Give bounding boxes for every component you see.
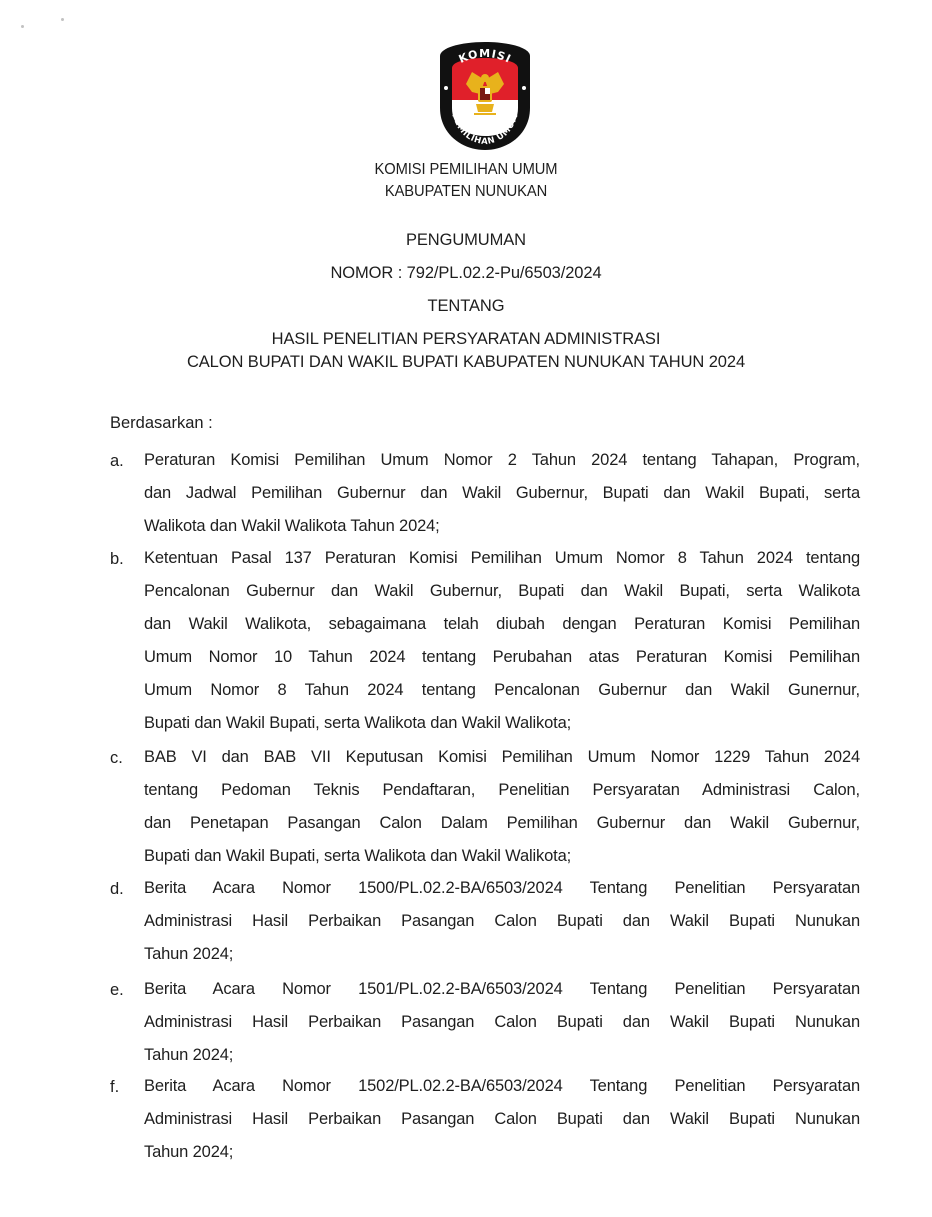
logo-bottom-text: PEMILIHAN UMUM [449, 111, 521, 148]
basis-item-line: dan Jadwal Pemilihan Gubernur dan Wakil Gubernur, Bupati dan Wakil Bupati, serta [144, 484, 860, 502]
basis-item-letter: f. [110, 1078, 120, 1096]
basis-item-line: dan Wakil Walikota, sebagaimana telah diubah dengan Peraturan Komisi Pemilihan [144, 615, 860, 633]
basis-item-letter: b. [110, 550, 124, 568]
basis-label: Berdasarkan : [110, 414, 213, 432]
org-name: KOMISI PEMILIHAN UMUM [374, 161, 558, 178]
basis-item-line: Peraturan Komisi Pemilihan Umum Nomor 2 Tahun 2024 tentang Tahapan, Program, [144, 451, 860, 469]
basis-item-line: Berita Acara Nomor 1501/PL.02.2-BA/6503/2024 Tentang Penelitian Persyaratan [144, 980, 860, 998]
basis-item-line: Bupati dan Wakil Bupati, serta Walikota dan Wakil Walikota; [144, 847, 572, 865]
basis-item-line: Umum Nomor 8 Tahun 2024 tentang Pencalonan Gubernur dan Wakil Gunernur, [144, 681, 860, 699]
basis-item-line: Walikota dan Wakil Walikota Tahun 2024; [144, 517, 440, 535]
scan-artifact [21, 25, 24, 28]
basis-item-line: BAB VI dan BAB VII Keputusan Komisi Pemilihan Umum Nomor 1229 Tahun 2024 [144, 748, 860, 766]
basis-item-text [144, 444, 860, 543]
logo-top-text: KOMISI [456, 46, 514, 66]
kpu-logo [436, 38, 534, 154]
scan-artifact [61, 18, 64, 21]
basis-item-text [144, 542, 860, 740]
basis-item-text [144, 1070, 860, 1169]
basis-item-line: Administrasi Hasil Perbaikan Pasangan Calon Bupati dan Wakil Bupati Nunukan [144, 1110, 860, 1128]
basis-item-text [144, 741, 860, 873]
basis-item-line: Umum Nomor 10 Tahun 2024 tentang Perubahan atas Peraturan Komisi Pemilihan [144, 648, 860, 666]
basis-item-letter: e. [110, 981, 124, 999]
basis-item-line: Administrasi Hasil Perbaikan Pasangan Calon Bupati dan Wakil Bupati Nunukan [144, 1013, 860, 1031]
basis-item-line: Tahun 2024; [144, 945, 234, 963]
basis-item-line: Bupati dan Wakil Bupati, serta Walikota dan Wakil Walikota; [144, 714, 572, 732]
document-type: PENGUMUMAN [405, 231, 526, 249]
basis-item-line: Pencalonan Gubernur dan Wakil Gubernur, Bupati dan Wakil Bupati, serta Walikota [144, 582, 860, 600]
basis-item-line: dan Penetapan Pasangan Calon Dalam Pemilihan Gubernur dan Wakil Gubernur, [144, 814, 860, 832]
basis-item-letter: d. [110, 880, 124, 898]
basis-item-line: Berita Acara Nomor 1502/PL.02.2-BA/6503/2024 Tentang Penelitian Persyaratan [144, 1077, 860, 1095]
org-region: KABUPATEN NUNUKAN [384, 183, 548, 200]
basis-item-line: Berita Acara Nomor 1500/PL.02.2-BA/6503/2024 Tentang Penelitian Persyaratan [144, 879, 860, 897]
subject-line-2: CALON BUPATI DAN WAKIL BUPATI KABUPATEN NUNUKAN TAHUN 2024 [186, 353, 746, 371]
about-label: TENTANG [427, 297, 505, 315]
basis-item-line: Tahun 2024; [144, 1143, 234, 1161]
basis-item-text [144, 973, 860, 1072]
basis-item-letter: c. [110, 749, 123, 767]
basis-item-line: Administrasi Hasil Perbaikan Pasangan Calon Bupati dan Wakil Bupati Nunukan [144, 912, 860, 930]
subject-line-1: HASIL PENELITIAN PERSYARATAN ADMINISTRASI [271, 330, 661, 348]
basis-item-line: tentang Pedoman Teknis Pendaftaran, Penelitian Persyaratan Administrasi Calon, [144, 781, 860, 799]
basis-item-letter: a. [110, 452, 124, 470]
basis-item-line: Tahun 2024; [144, 1046, 234, 1064]
document-number: NOMOR : 792/PL.02.2-Pu/6503/2024 [330, 264, 602, 282]
basis-item-text [144, 872, 860, 971]
basis-item-line: Ketentuan Pasal 137 Peraturan Komisi Pemilihan Umum Nomor 8 Tahun 2024 tentang [144, 549, 860, 567]
